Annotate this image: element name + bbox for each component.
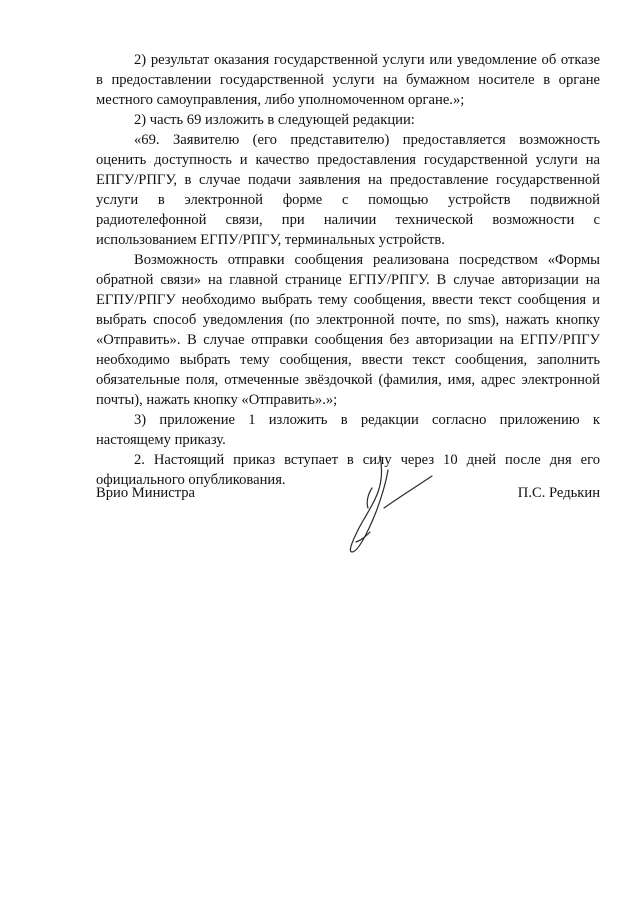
- paragraph-4: Возможность отправки сообщения реализована посредством «Формы обратной связи» на главной странице ЕГПУ/РПГУ. В случае авторизации на ЕГПУ/РПГУ необходимо выбрать тему сообщения, ввести текст сообщения и выбрать способ уведомления (по электронной почте, по sms), нажать кнопку «Отправить». В случае отправки сообщения без авторизации на ЕГПУ/РПГУ необходимо выбрать тему сообщения, ввести текст сообщения, заполнить обязательные поля, отмеченные звёздочкой (фамилия, имя, адрес электронной почты), нажать кнопку «Отправить».»;: [96, 252, 600, 408]
- paragraph-3: «69. Заявителю (его представителю) предоставляется возможность оценить доступность и качество предоставления государственной услуги на ЕПГУ/РПГУ, в случае подачи заявления на предоставление государственной услуги в электронной форме с помощью устройств подвижной радиотелефонной связи, при наличии технической возможности с использованием ЕГПУ/РПГУ, терминальных устройств.: [96, 132, 600, 248]
- signatory-name: П.С. Редькин: [517, 485, 600, 501]
- document-body: [96, 50, 600, 490]
- signatory-title: Врио Министра: [96, 485, 195, 501]
- paragraph-6: 2. Настоящий приказ вступает в силу через 10 дней после дня его официального опубликования.: [96, 452, 600, 488]
- paragraph-5: 3) приложение 1 изложить в редакции согласно приложению к настоящему приказу.: [96, 412, 600, 448]
- paragraph-1: 2) результат оказания государственной услуги или уведомление об отказе в предоставлении государственной услуги на бумажном носителе в органе местного самоуправления, либо уполномоченном органе.»;: [96, 52, 600, 108]
- paragraph-2: 2) часть 69 изложить в следующей редакции:: [134, 112, 415, 128]
- handwritten-signature: [328, 448, 448, 558]
